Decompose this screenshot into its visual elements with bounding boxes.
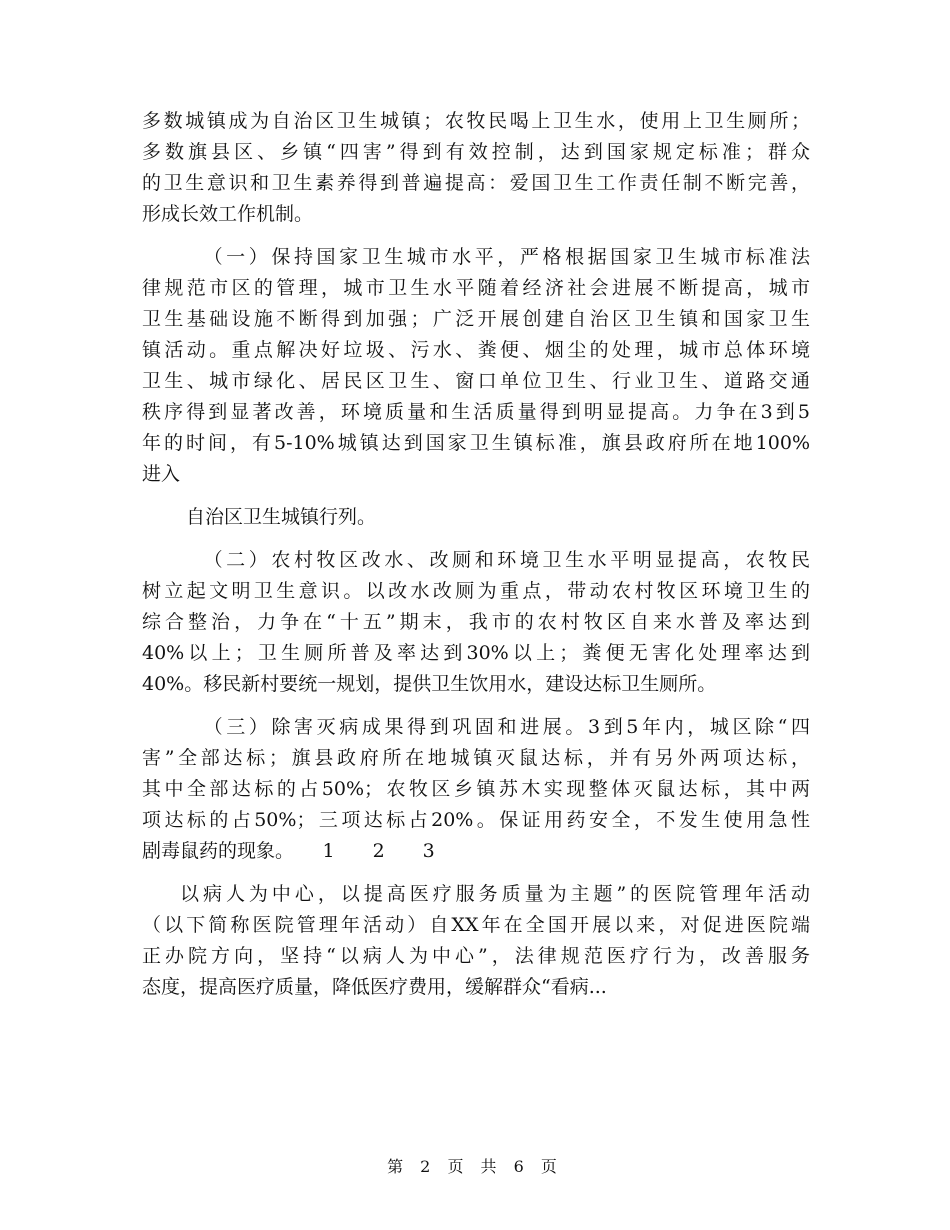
text-line: 剧毒鼠药的现象。 1 2 3 [142,840,435,862]
paragraph-1 [142,242,810,490]
text-line: （三）除害灭病成果得到巩固和进展。3到5年内，城区除“四 [200,716,810,738]
text-line: 40%。移民新村要统一规划，提供卫生饮用水，建设达标卫生厕所。 [142,673,717,695]
text-line: 卫生、城市绿化、居民区卫生、窗口单位卫生、行业卫生、道路交通 [142,370,810,392]
page-footer: 第 2 页 共 6 页 [387,1157,563,1176]
paragraph-2 [142,545,810,700]
text-line: 律规范市区的管理，城市卫生水平随着经济社会进展不断提高，城市 [142,277,810,299]
text-line: 年的时间，有5-10%城镇达到国家卫生镇标准，旗县政府所在地100% [142,432,810,454]
text-line: 40%以上；卫生厕所普及率达到30%以上；粪便无害化处理率达到 [142,642,810,664]
text-line: （二）农村牧区改水、改厕和环境卫生水平明显提高，农牧民 [200,549,810,571]
paragraph-4 [142,879,810,1003]
text-line: 进入 [142,463,181,485]
text-line: 形成长效工作机制。 [142,203,314,225]
text-line: 卫生基础设施不断得到加强；广泛开展创建自治区卫生镇和国家卫生 [142,308,810,330]
text-line: 其中全部达标的占50%；农牧区乡镇苏木实现整体灭鼠达标，其中两 [142,778,810,800]
text-line: 多数城镇成为自治区卫生城镇；农牧民喝上卫生水，使用上卫生厕所； [142,110,810,132]
text-line: （一）保持国家卫生城市水平，严格根据国家卫生城市标准法 [200,246,810,268]
text-line: 害”全部达标；旗县政府所在地城镇灭鼠达标，并有另外两项达标， [142,747,810,769]
text-line: （以下简称医院管理年活动）自XX年在全国开展以来，对促进医院端 [142,914,810,936]
document-body [142,106,810,1003]
text-line: 的卫生意识和卫生素养得到普遍提高：爱国卫生工作责任制不断完善， [142,172,810,194]
text-line: 树立起文明卫生意识。以改水改厕为重点，带动农村牧区环境卫生的 [142,580,810,602]
text-line: 镇活动。重点解决好垃圾、污水、粪便、烟尘的处理，城市总体环境 [142,339,810,361]
paragraph-3 [142,712,810,867]
text-line: 综合整治，力争在“十五”期末，我市的农村牧区自来水普及率达到 [142,611,810,633]
text-line: 秩序得到显著改善，环境质量和生活质量得到明显提高。力争在3到5 [142,401,810,423]
text-line: 多数旗县区、乡镇“四害”得到有效控制，达到国家规定标准；群众 [142,141,810,163]
text-line: 自治区卫生城镇行列。 [186,506,377,528]
text-line: 态度，提高医疗质量，降低医疗费用，缓解群众“看病... [142,976,607,998]
text-line: 以病人为中心，以提高医疗服务质量为主题”的医院管理年活动 [180,883,810,905]
text-line: 项达标的占50%；三项达标占20%。保证用药安全，不发生使用急性 [142,809,810,831]
text-line: 正办院方向，坚持“以病人为中心”，法律规范医疗行为，改善服务 [142,945,810,967]
paragraph-intro [142,106,810,230]
